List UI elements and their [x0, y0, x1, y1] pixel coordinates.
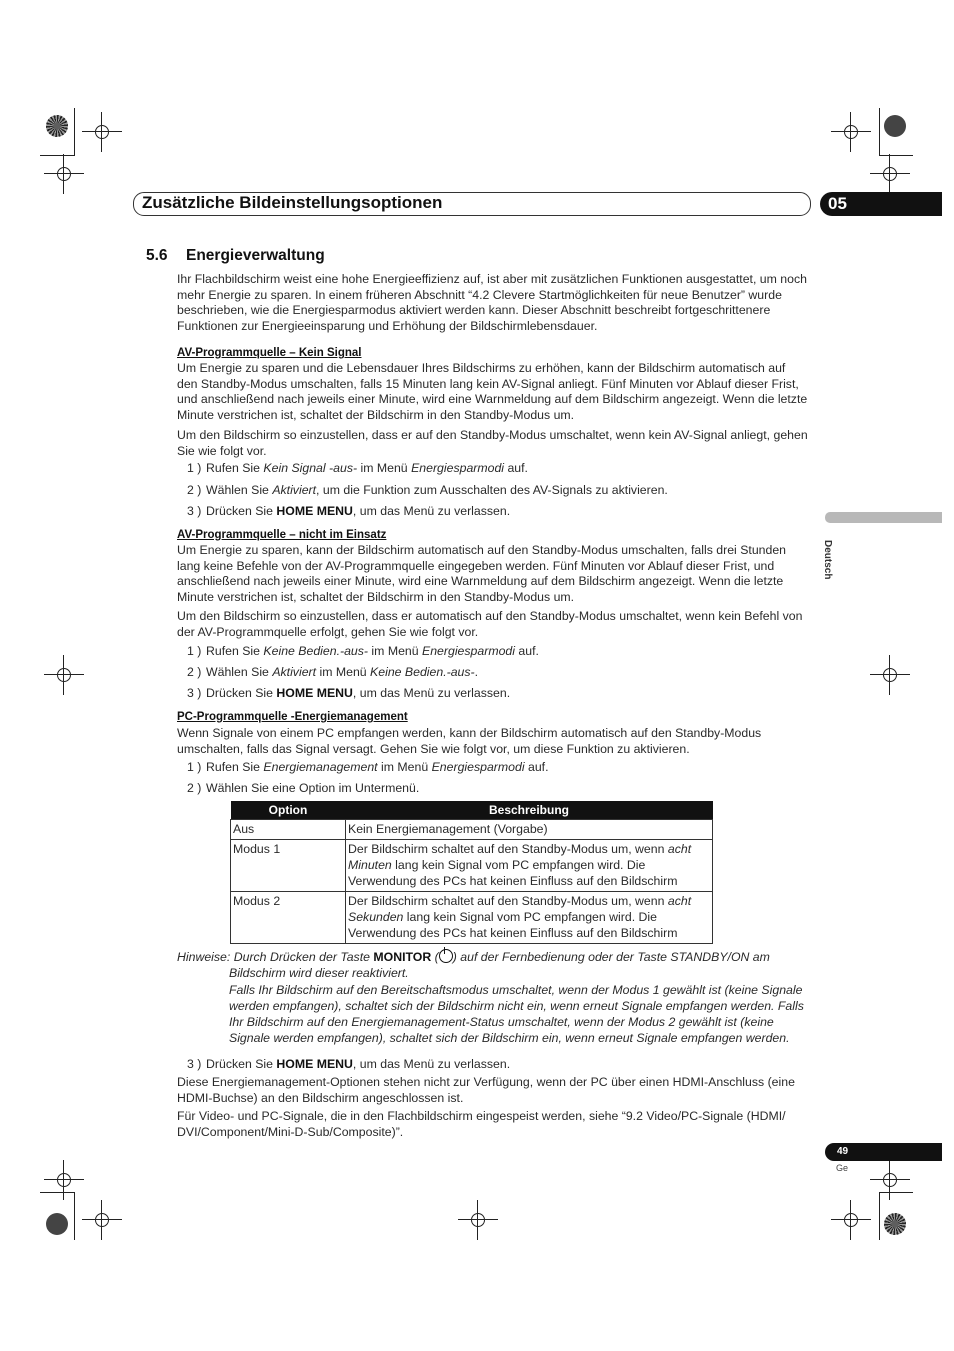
table-header-row [231, 801, 713, 820]
registration-target-icon [46, 1213, 68, 1235]
crosshair-circle-icon [95, 125, 109, 139]
paragraph: Um den Bildschirm so einzustellen, dass er auf den Standby-Modus umschaltet, wenn kein AV-Signal anliegt, gehen Sie wie folgt vor. [177, 428, 808, 458]
paragraph: Um Energie zu sparen und die Lebensdauer Ihres Bildschirms zu erhöhen, kann der Bildschirm automatisch auf den Standby-Modus umschalten, falls 15 Minuten lang kein AV-Signal anliegt. Fünf Minuten vor Ablauf dieser Frist, und anschließend nach jeweils einer Minute, wird eine Warnmeldung auf dem Bildschirm angezeigt. Wenn die letzte Minute verstrichen ist, schaltet der Bildschirm in den Standby-Modus um. [177, 361, 808, 422]
options-table [230, 801, 713, 944]
step-item: 2 ) Wählen Sie eine Option im Untermenü. [187, 781, 420, 795]
registration-target-icon [884, 115, 906, 137]
registration-target-icon [884, 1213, 906, 1235]
table-cell-description: Der Bildschirm schaltet auf den Standby-Modus um, wenn acht Sekunden lang kein Signal vom PC empfangen wird. Die Verwendung des PCs hat keinen Einfluss auf den Bildschirm [346, 892, 713, 944]
table-cell-option: Modus 2 [231, 892, 346, 944]
paragraph: Wenn Signale von einem PC empfangen werden, kann der Bildschirm automatisch auf den Standby-Modus umschalten, falls das Signal versagt. Gehen Sie wie folgt vor, um diese Funktion zu aktivieren. [177, 726, 762, 756]
crosshair-circle-icon [883, 1173, 897, 1187]
step-item: 2 ) Wählen Sie Aktiviert, um die Funktion zum Ausschalten des AV-Signals zu aktivieren. [187, 483, 668, 497]
chapter-number-tab: 05 [820, 192, 942, 216]
step-item: 3 ) Drücken Sie HOME MENU, um das Menü zu verlassen. [187, 1057, 511, 1071]
step-item: 3 ) Drücken Sie HOME MENU, um das Menü zu verlassen. [187, 504, 511, 518]
crop-line [879, 155, 913, 156]
crop-line [74, 1192, 75, 1240]
step-item: 1 ) Rufen Sie Energiemanagement im Menü Energiesparmodi auf. [187, 760, 549, 774]
paragraph: Um den Bildschirm so einzustellen, dass er automatisch auf den Standby-Modus umschaltet, wenn kein Befehl von der AV-Programmquelle erfolgt, gehen Sie wie folgt vor. [177, 609, 803, 639]
crop-line [40, 155, 74, 156]
subheading-av-no-signal: AV-Programmquelle – Kein Signal [177, 347, 362, 359]
crosshair-circle-icon [57, 167, 71, 181]
notes: Hinweise: Durch Drücken der Taste MONITOR ( ) auf der Fernbedienung oder der Taste STANDBY/ON am Bildschirm wird dieser reaktiviert. Falls Ihr Bildschirm auf den Bereitschaftsmodus umschaltet, wenn der Modus 1 gewählt ist (keine Signale werden empfangen), schaltet sich der Bildschirm nicht ein, wenn erneut Signale empfangen werden. Falls Ihr Bildschirm auf den Energiemanagement-Status umschaltet, wenn der Modus 2 gewählt ist (keine Signale werden empfangen), schaltet sich der Bildschirm ein, wenn erneut Signale empfangen werden. [177, 950, 804, 1046]
page-number: 49 [825, 1143, 942, 1161]
table-header-option: Option [231, 801, 346, 820]
step-item: 1 ) Rufen Sie Keine Bedien.-aus- im Menü Energiesparmodi auf. [187, 644, 539, 658]
section-heading [146, 247, 325, 265]
registration-target-icon [46, 115, 68, 137]
table-cell-description: Kein Energiemanagement (Vorgabe) [346, 820, 713, 840]
paragraph: Um Energie zu sparen, kann der Bildschirm automatisch auf den Standby-Modus umschalten, falls drei Stunden lang keine Befehle von der AV-Programmquelle eingegeben werden. Fünf Minuten vor Ablauf dieser Frist, und anschließend nach jeweils einer Minute, wird eine Warnmeldung auf dem Bildschirm angezeigt. Wenn die letzte Minute verstrichen ist, schaltet der Bildschirm in den Standby-Modus um. [177, 543, 787, 604]
table-row [231, 840, 713, 892]
subheading-pc-power: PC-Programmquelle -Energiemanagement [177, 711, 408, 723]
power-icon [439, 949, 453, 963]
table-header-description: Beschreibung [346, 801, 713, 820]
table-cell-option: Aus [231, 820, 346, 840]
step-item: 1 ) Rufen Sie Kein Signal -aus- im Menü Energiesparmodi auf. [187, 461, 528, 475]
intro-paragraph: Ihr Flachbildschirm weist eine hohe Energieeffizienz auf, ist aber mit zusätzlichen Funktionen ausgestattet, um noch mehr Energie zu sparen. In einem früheren Abschnitt “4.2 Clevere Startmöglichkeiten für neue Benutzer” wurde beschrieben, wie die Energiesparmodus aktiviert werden kann. Dieser Abschnitt beschreibt fortgeschrittenere Funktionen zur Energieeinsparung und Erhöhung der Bildschirmlebensdauer. [177, 272, 807, 333]
crop-line [879, 1192, 880, 1240]
crosshair-circle-icon [95, 1213, 109, 1227]
language-label: Deutsch [822, 540, 833, 580]
crosshair-circle-icon [844, 125, 858, 139]
table-row [231, 820, 713, 840]
crosshair-circle-icon [57, 1173, 71, 1187]
crosshair-circle-icon [57, 668, 71, 682]
step-item: 3 ) Drücken Sie HOME MENU, um das Menü zu verlassen. [187, 686, 511, 700]
table-cell-description: Der Bildschirm schaltet auf den Standby-Modus um, wenn acht Minuten lang kein Signal vom PC empfangen wird. Die Verwendung des PCs hat keinen Einfluss auf den Bildschirm [346, 840, 713, 892]
step-item: 2 ) Wählen Sie Aktiviert im Menü Keine Bedien.-aus-. [187, 665, 479, 679]
crop-line [40, 1192, 74, 1193]
paragraph: Für Video- und PC-Signale, die in den Flachbildschirm eingespeist werden, siehe “9.2 Video/PC-Signale (HDMI/ DVI/Component/Mini-D-Sub/Composite)”. [177, 1109, 786, 1139]
crosshair-circle-icon [844, 1213, 858, 1227]
table-row [231, 892, 713, 944]
subheading-av-idle: AV-Programmquelle – nicht im Einsatz [177, 529, 387, 541]
crosshair-circle-icon [883, 668, 897, 682]
crosshair-circle-icon [883, 167, 897, 181]
language-tab [825, 512, 942, 523]
page-code: Ge [836, 1163, 849, 1173]
paragraph: Diese Energiemanagement-Optionen stehen nicht zur Verfügung, wenn der PC über einen HDMI-Anschluss (eine HDMI-Buchse) an den Bildschirm angeschlossen ist. [177, 1075, 795, 1105]
table-cell-option: Modus 1 [231, 840, 346, 892]
section-title: Energieverwaltung [186, 247, 325, 264]
crosshair-circle-icon [471, 1213, 485, 1227]
crop-line [879, 1192, 913, 1193]
crop-line [74, 108, 75, 156]
section-number: 5.6 [146, 247, 168, 264]
chapter-title: Zusätzliche Bildeinstellungsoptionen [142, 193, 443, 212]
crop-line [879, 108, 880, 156]
